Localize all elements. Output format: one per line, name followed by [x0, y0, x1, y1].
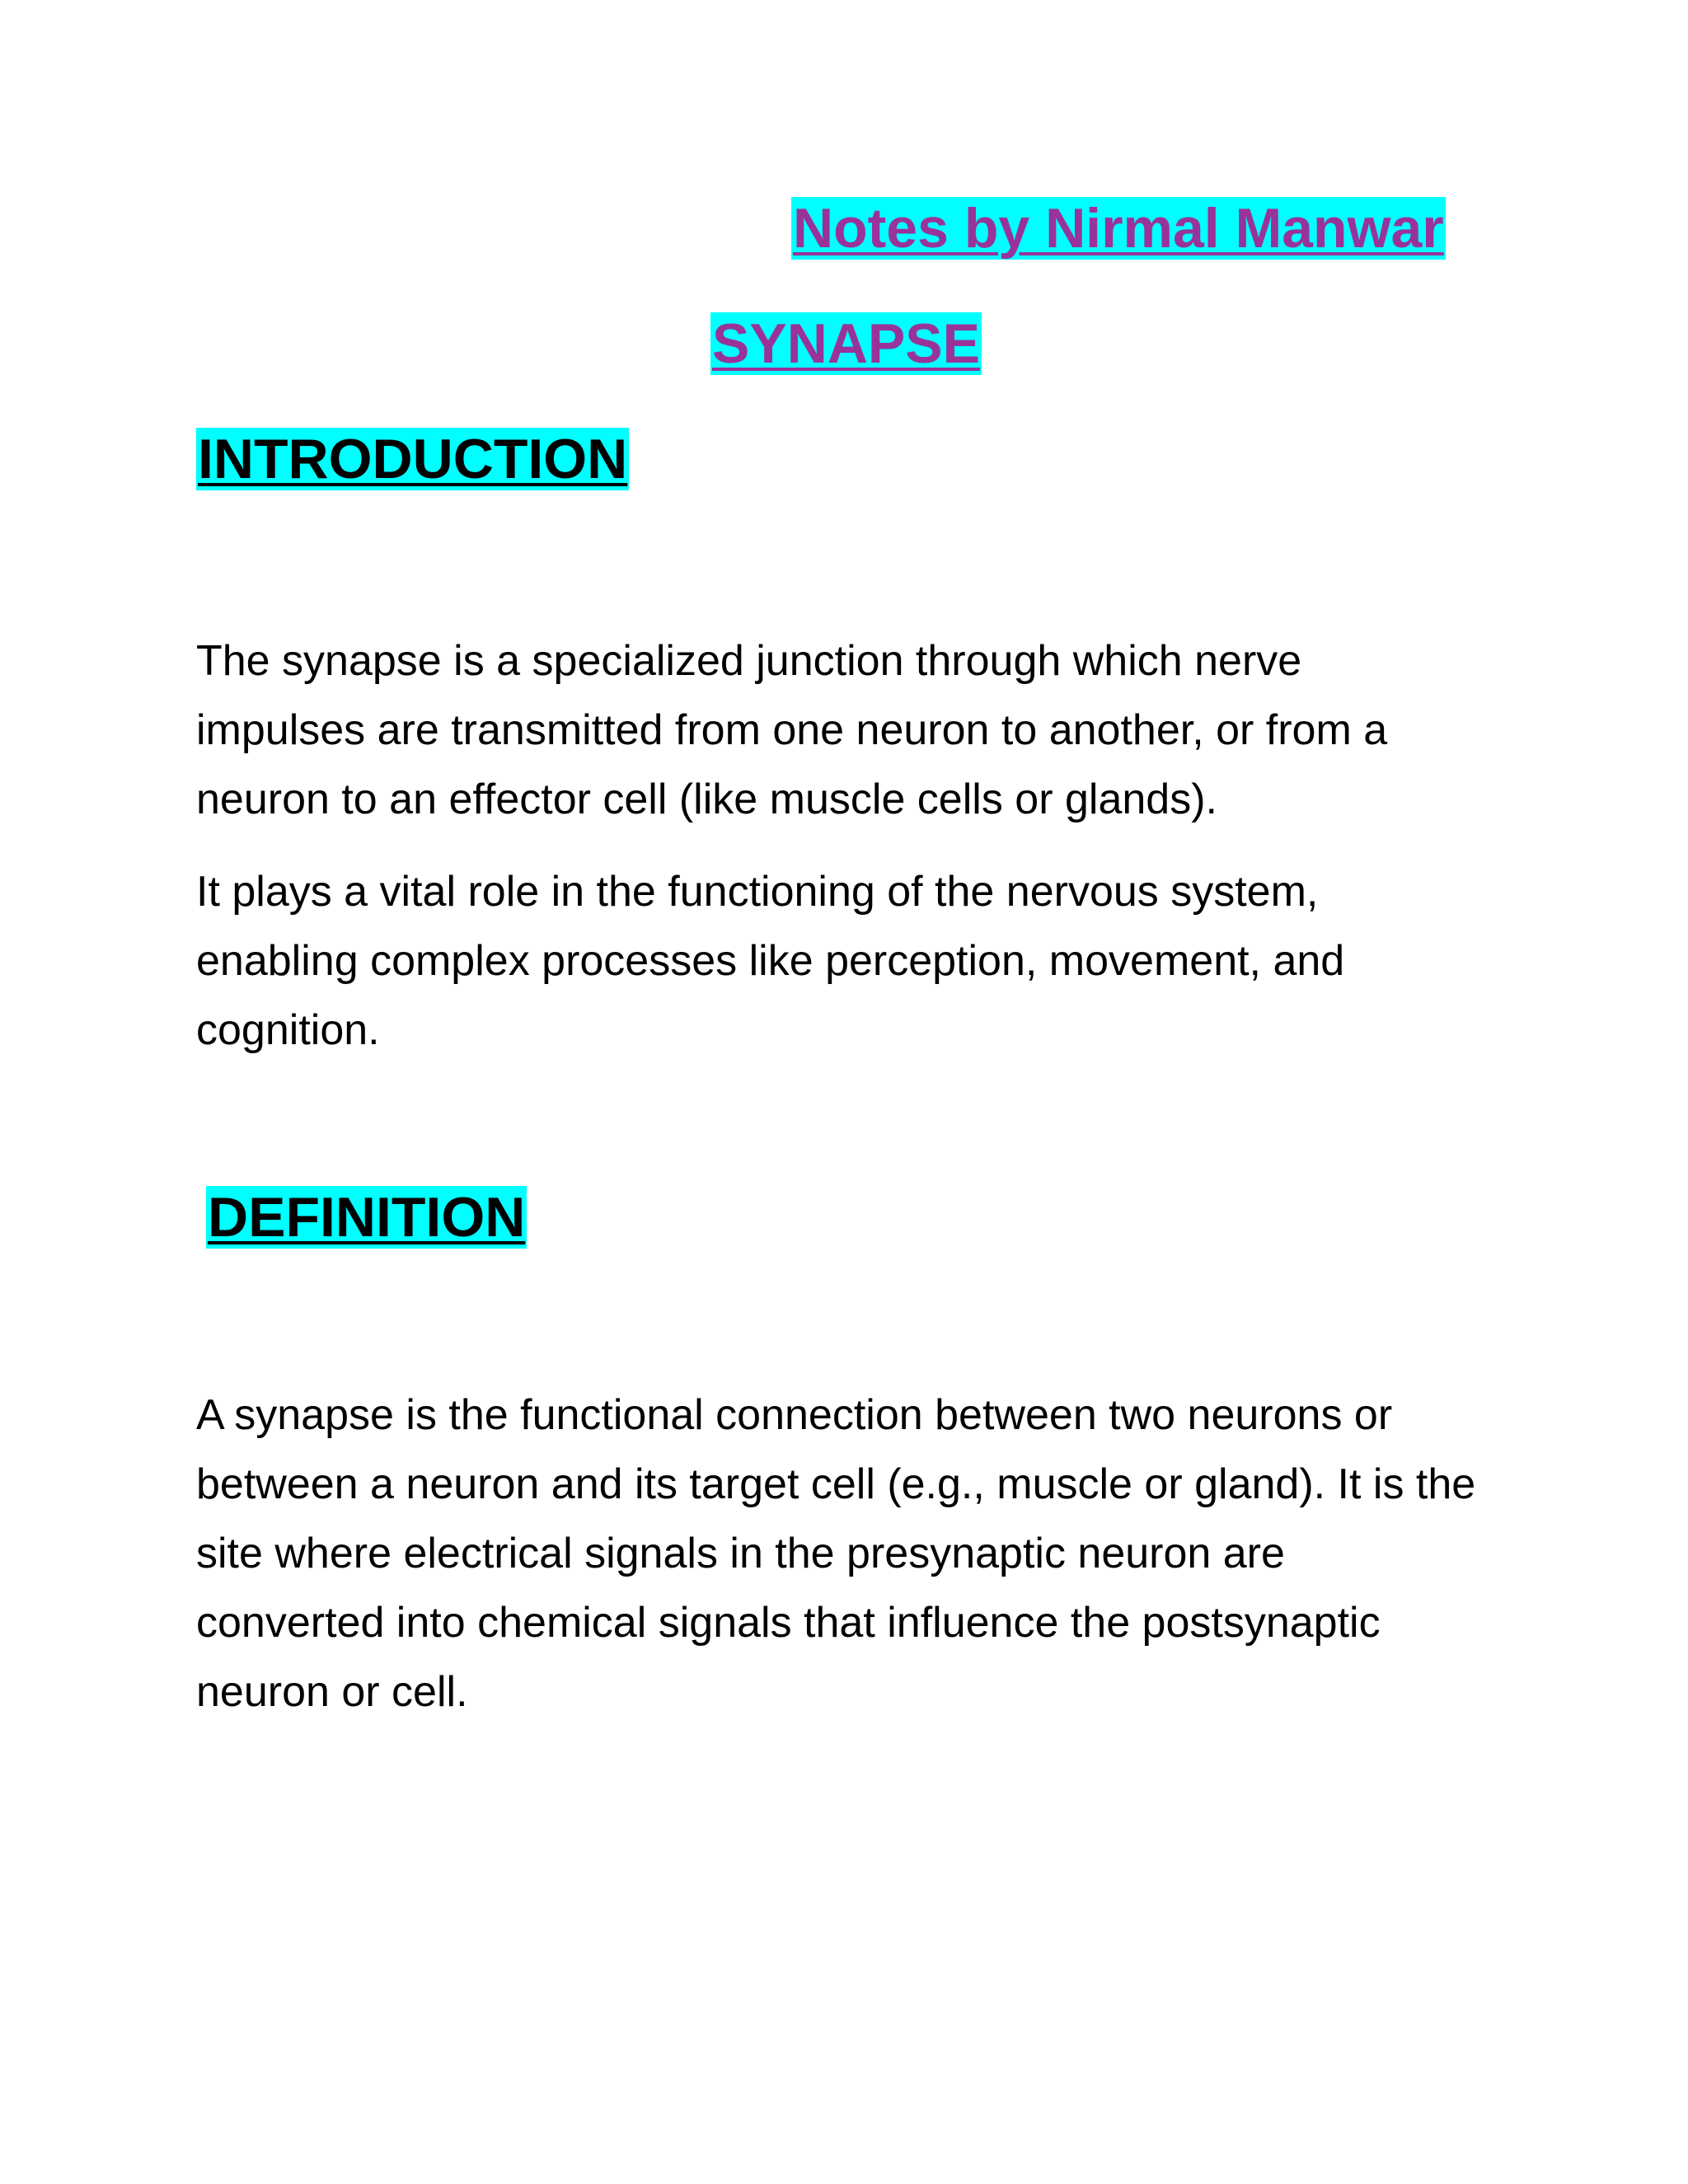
topic-title-text: SYNAPSE — [712, 312, 980, 375]
section-heading-definition-text: DEFINITION — [208, 1186, 526, 1249]
topic-title — [710, 312, 982, 376]
introduction-paragraph-2: It plays a vital role in the functioning of the nervous system, enabling complex processes like perception, movement, and cognition. — [196, 868, 1345, 1054]
introduction-paragraph-1: The synapse is a specialized junction through which nerve impulses are transmitted from one neuron to another, or from a neuron to an effector cell (like muscle cells or glands). — [196, 637, 1388, 823]
section-heading-introduction — [196, 427, 629, 491]
section-heading-definition — [206, 1185, 527, 1249]
definition-paragraph-1: A synapse is the functional connection between two neurons or between a neuron and its target cell (e.g., muscle or gland). It is the site where electrical signals in the presynaptic neuron are converted into chemical signals that influence the postsynaptic neuron or cell. — [196, 1391, 1476, 1716]
section-heading-introduction-text: INTRODUCTION — [198, 428, 628, 490]
author-line — [791, 196, 1446, 260]
author-line-text: Notes by Nirmal Manwar — [793, 197, 1444, 260]
